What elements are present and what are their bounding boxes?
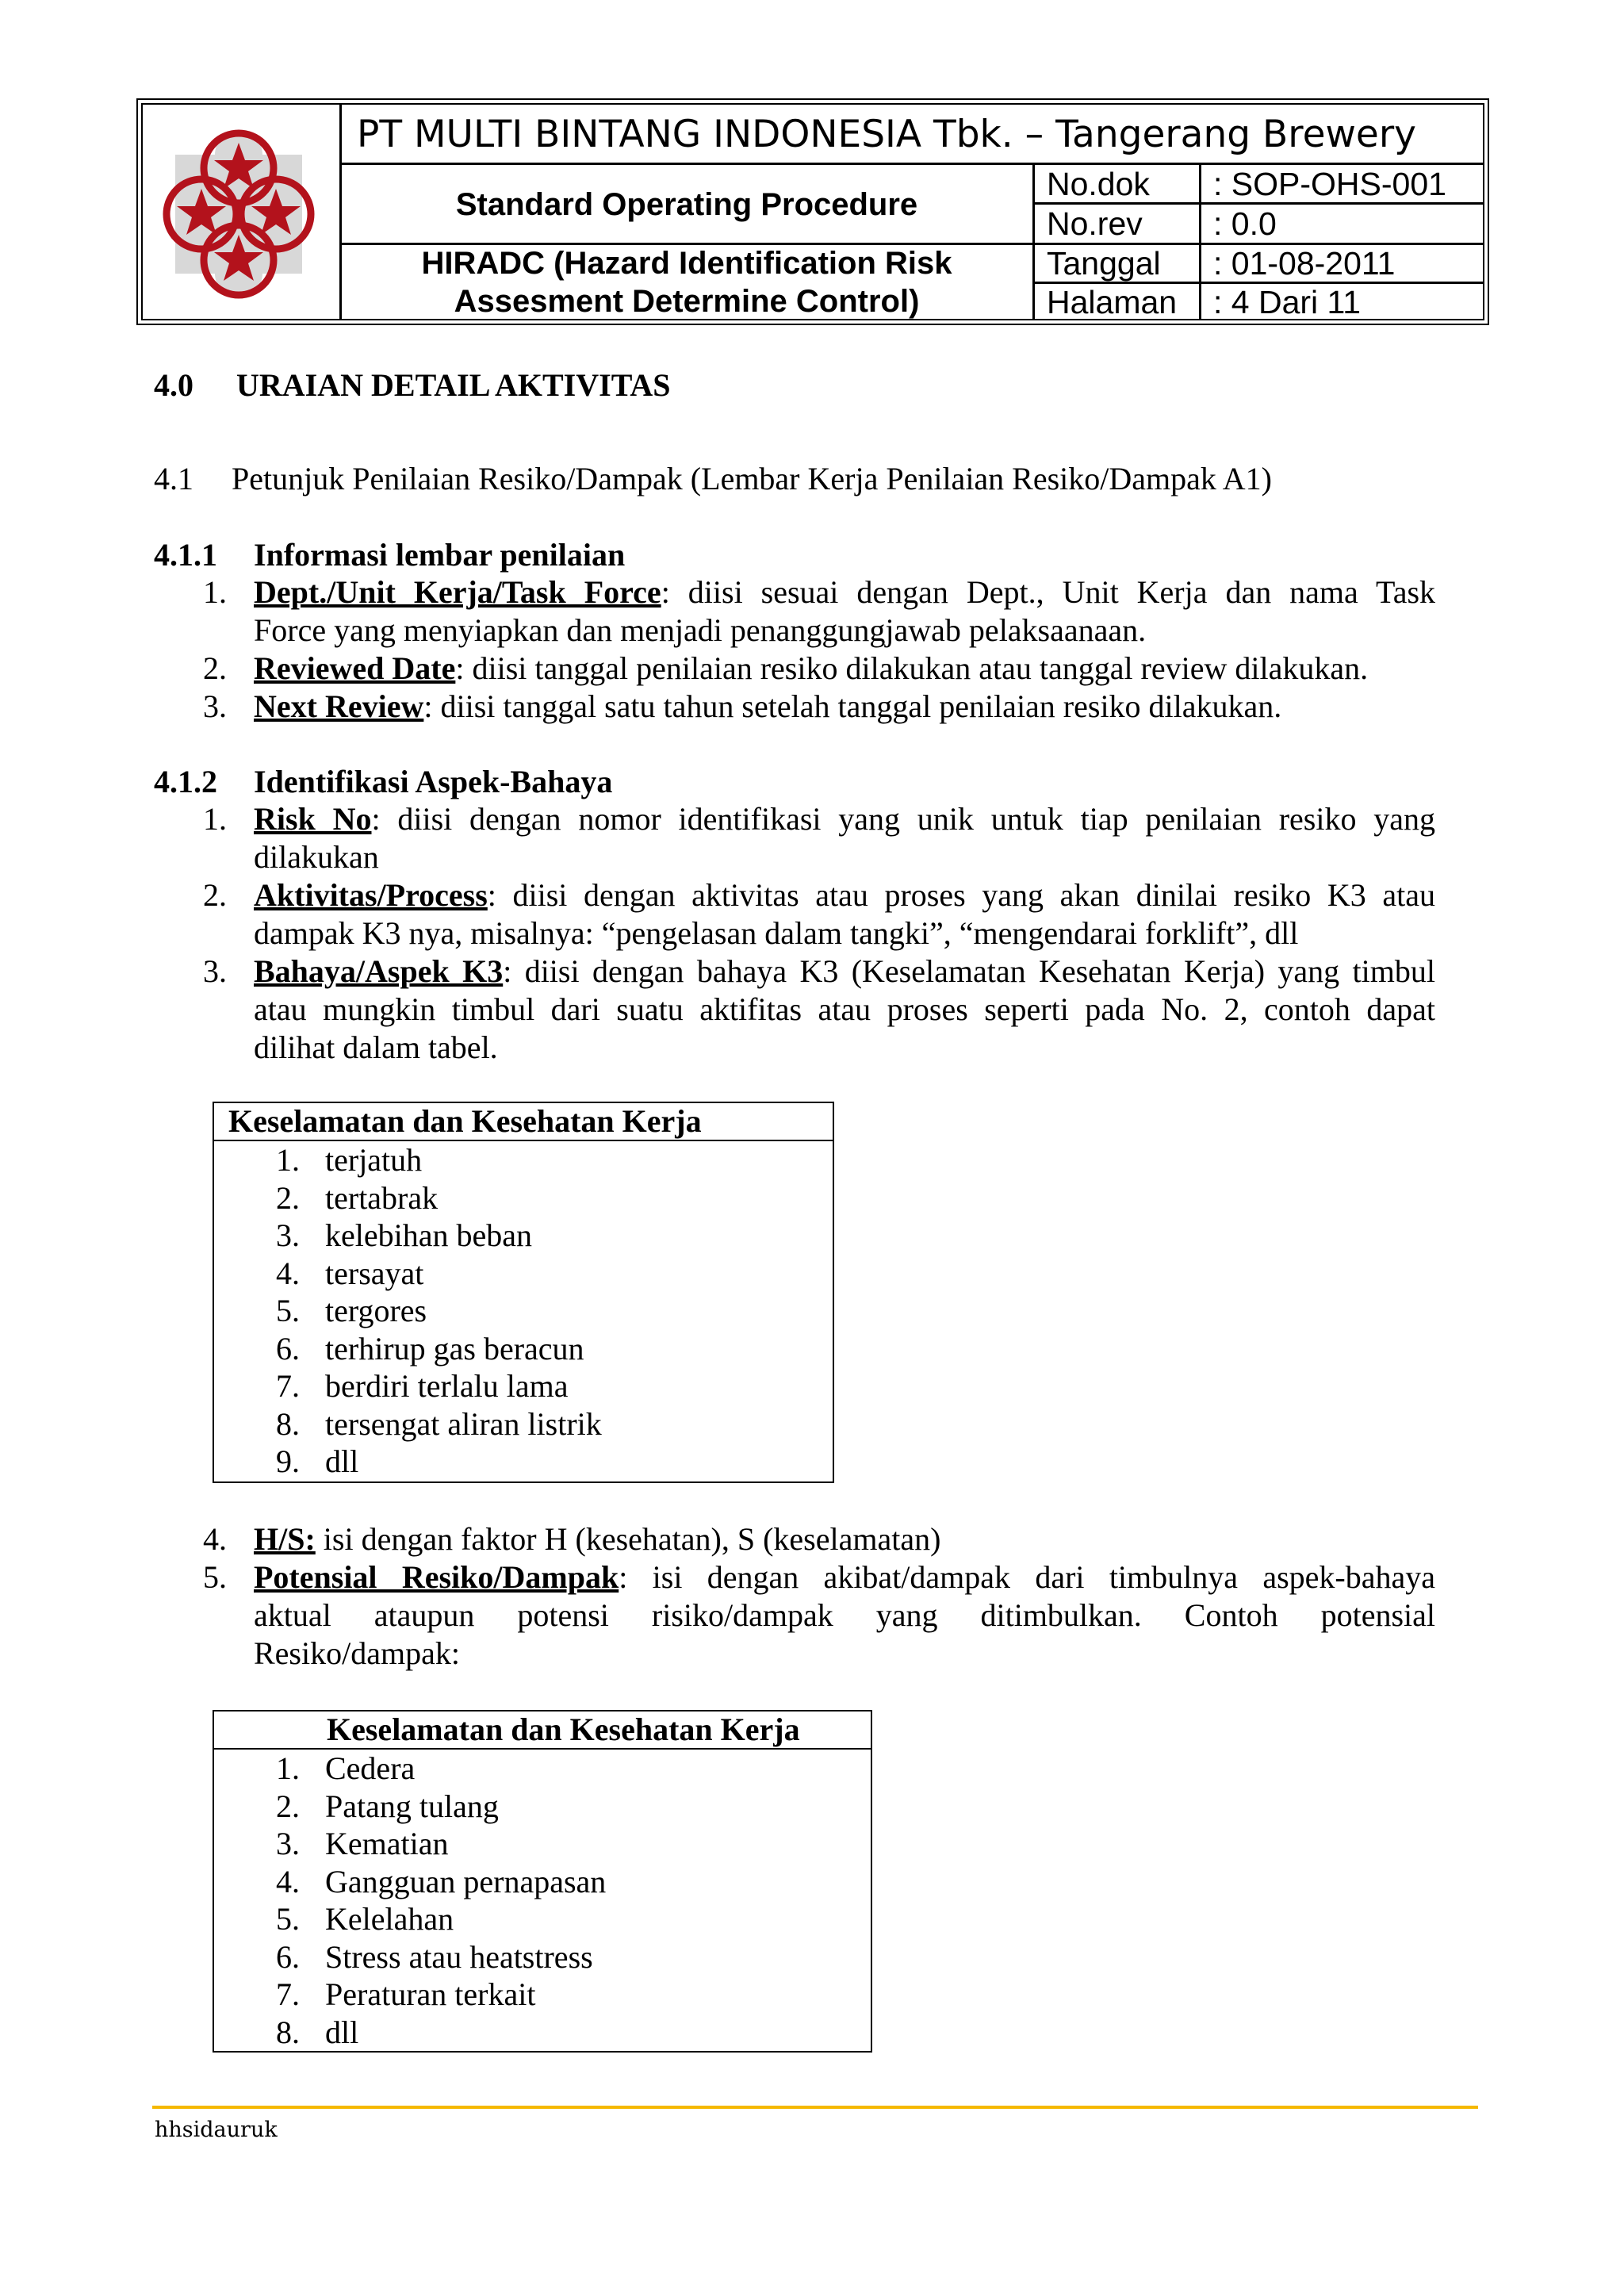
table-row-number: 7. bbox=[276, 1368, 300, 1404]
description: : diisi dengan aktivitas atau proses yang akan dinilai resiko K3 atau bbox=[487, 877, 1435, 913]
meta-label-tanggal: Tanggal bbox=[1047, 244, 1161, 282]
term: Potensial Resiko/Dampak bbox=[254, 1559, 619, 1595]
list-item-text: atau mungkin timbul dari suatu aktifitas atau proses seperti pada No. 2, contoh dapat bbox=[254, 991, 1435, 1027]
table-row: terhirup gas beracun bbox=[325, 1331, 584, 1366]
star-emblem-icon bbox=[155, 119, 322, 309]
table-row-number: 6. bbox=[276, 1939, 300, 1975]
company-logo bbox=[155, 119, 322, 309]
list-number: 3. bbox=[203, 953, 227, 989]
description: isi dengan faktor H (kesehatan), S (keselamatan) bbox=[315, 1521, 941, 1557]
description: : isi dengan akibat/dampak dari timbulnya aspek-bahaya bbox=[619, 1559, 1435, 1595]
term: Dept./Unit Kerja/Task Force bbox=[254, 574, 661, 610]
document-type: Standard Operating Procedure bbox=[455, 186, 918, 222]
meta-value-nodok: : SOP-OHS-001 bbox=[1213, 165, 1446, 202]
table-row-number: 3. bbox=[276, 1826, 300, 1861]
table-header: Keselamatan dan Kesehatan Kerja bbox=[214, 1103, 833, 1141]
subsection-title: Petunjuk Penilaian Resiko/Dampak (Lembar Kerja Penilaian Resiko/Dampak A1) bbox=[232, 461, 1272, 496]
meta-label-norev: No.rev bbox=[1047, 205, 1143, 242]
table-row: dll bbox=[325, 2014, 359, 2050]
footer-author: hhsidauruk bbox=[155, 2118, 278, 2142]
list-item-text bbox=[254, 573, 1435, 611]
list-item-text bbox=[254, 650, 1368, 688]
list-item-text bbox=[254, 1520, 940, 1558]
table-row: tersengat aliran listrik bbox=[325, 1406, 602, 1442]
list-item-text: Force yang menyiapkan dan menjadi penanggungjawab pelaksaanaan. bbox=[254, 612, 1147, 648]
list-number: 2. bbox=[203, 877, 227, 913]
header-divider bbox=[1032, 163, 1035, 320]
subsection-number: 4.1.1 bbox=[154, 537, 217, 573]
table-row-number: 4. bbox=[276, 1864, 300, 1899]
table-row: Stress atau heatstress bbox=[325, 1939, 593, 1975]
term: Reviewed Date bbox=[254, 650, 456, 686]
list-number: 1. bbox=[203, 801, 227, 837]
list-item-text: dilihat dalam tabel. bbox=[254, 1029, 498, 1065]
subsection-number: 4.1.2 bbox=[154, 764, 217, 799]
list-item-text bbox=[254, 876, 1435, 914]
meta-value-norev: : 0.0 bbox=[1213, 205, 1277, 242]
document-title-line: HIRADC (Hazard Identification Risk bbox=[421, 246, 952, 281]
meta-label-nodok: No.dok bbox=[1047, 165, 1150, 202]
table-row: Gangguan pernapasan bbox=[325, 1864, 607, 1899]
table-row-number: 5. bbox=[276, 1293, 300, 1328]
table-row: Patang tulang bbox=[325, 1788, 499, 1824]
table-row: tersayat bbox=[325, 1255, 424, 1291]
term: Risk No bbox=[254, 801, 372, 837]
subsection-title: Informasi lembar penilaian bbox=[254, 537, 626, 573]
term: Bahaya/Aspek K3 bbox=[254, 953, 504, 989]
table-row-number: 9. bbox=[276, 1443, 300, 1479]
list-number: 5. bbox=[203, 1559, 227, 1595]
document-title bbox=[343, 244, 1031, 320]
table-header: Keselamatan dan Kesehatan Kerja bbox=[214, 1711, 871, 1750]
table-row: tertabrak bbox=[325, 1180, 439, 1216]
list-number: 2. bbox=[203, 650, 227, 686]
company-name: PT MULTI BINTANG INDONESIA Tbk. – Tangerang Brewery bbox=[357, 112, 1416, 156]
document-title-line: Assesment Determine Control) bbox=[454, 284, 920, 319]
table-row: dll bbox=[325, 1443, 359, 1479]
list-item-text bbox=[254, 800, 1435, 838]
list-item-text: Resiko/dampak: bbox=[254, 1635, 460, 1671]
table-row-number: 2. bbox=[276, 1180, 300, 1216]
list-number: 4. bbox=[203, 1521, 227, 1557]
table-row-number: 5. bbox=[276, 1901, 300, 1937]
table-row-number: 8. bbox=[276, 2014, 300, 2050]
table-row: berdiri terlalu lama bbox=[325, 1368, 569, 1404]
description: : diisi dengan bahaya K3 (Keselamatan Kesehatan Kerja) yang timbul bbox=[503, 953, 1435, 989]
table-row-number: 6. bbox=[276, 1331, 300, 1366]
description: : diisi dengan nomor identifikasi yang unik untuk tiap penilaian resiko yang bbox=[371, 801, 1435, 837]
table-row-number: 8. bbox=[276, 1406, 300, 1442]
section-number: 4.0 bbox=[154, 367, 193, 403]
table-row: Kelelahan bbox=[325, 1901, 454, 1937]
section-title: URAIAN DETAIL AKTIVITAS bbox=[236, 367, 671, 403]
header-divider bbox=[339, 103, 342, 320]
list-item-text: aktual ataupun potensi risiko/dampak yang ditimbulkan. Contoh potensial bbox=[254, 1597, 1435, 1633]
list-number: 3. bbox=[203, 688, 227, 724]
table-row: Peraturan terkait bbox=[325, 1976, 536, 2012]
table-row-number: 1. bbox=[276, 1750, 300, 1786]
table-row-number: 3. bbox=[276, 1217, 300, 1253]
list-item-text: dilakukan bbox=[254, 839, 379, 875]
table-row-number: 4. bbox=[276, 1255, 300, 1291]
footer-divider bbox=[152, 2106, 1478, 2109]
table-row: tergores bbox=[325, 1293, 427, 1328]
list-item-text: dampak K3 nya, misalnya: “pengelasan dalam tangki”, “mengendarai forklift”, dll bbox=[254, 915, 1299, 951]
table-row-number: 1. bbox=[276, 1142, 300, 1178]
header-divider bbox=[1199, 163, 1201, 320]
term: Next Review bbox=[254, 688, 424, 724]
meta-value-tanggal: : 01-08-2011 bbox=[1213, 244, 1396, 282]
table-row: Cedera bbox=[325, 1750, 416, 1786]
description: : diisi tanggal satu tahun setelah tanggal penilaian resiko dilakukan. bbox=[423, 688, 1282, 724]
description: : diisi sesuai dengan Dept., Unit Kerja dan nama Task bbox=[661, 574, 1436, 610]
table-row-number: 7. bbox=[276, 1976, 300, 2012]
table-row: kelebihan beban bbox=[325, 1217, 532, 1253]
table-row: Kematian bbox=[325, 1826, 449, 1861]
term: H/S: bbox=[254, 1521, 316, 1557]
table-row: terjatuh bbox=[325, 1142, 423, 1178]
table-row-number: 2. bbox=[276, 1788, 300, 1824]
subsection-number: 4.1 bbox=[154, 461, 193, 496]
subsection-title: Identifikasi Aspek-Bahaya bbox=[254, 764, 613, 799]
list-item-text bbox=[254, 1558, 1435, 1596]
meta-value-halaman: : 4 Dari 11 bbox=[1213, 283, 1362, 320]
list-item-text bbox=[254, 953, 1435, 991]
term: Aktivitas/Process bbox=[254, 877, 488, 913]
meta-label-halaman: Halaman bbox=[1047, 283, 1178, 320]
description: : diisi tanggal penilaian resiko dilakukan atau tanggal review dilakukan. bbox=[455, 650, 1369, 686]
list-item-text bbox=[254, 688, 1281, 726]
list-number: 1. bbox=[203, 574, 227, 610]
